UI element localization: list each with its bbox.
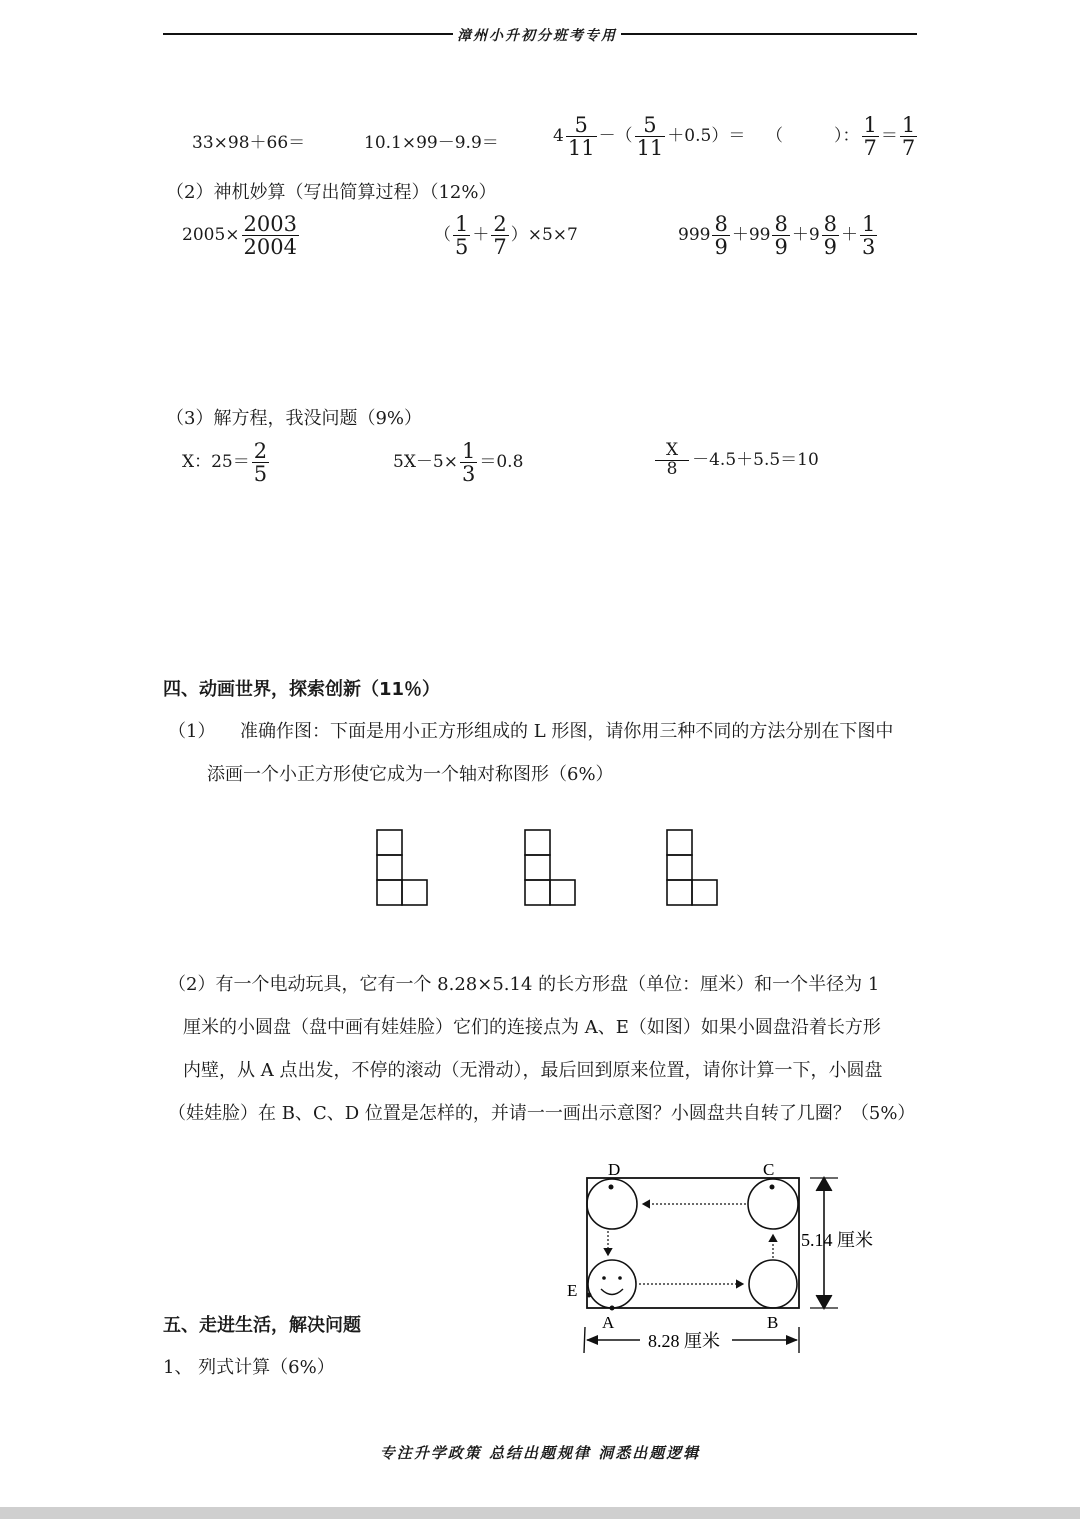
label-b: B <box>767 1313 779 1332</box>
width-arrow-right <box>786 1335 798 1345</box>
fraction: $\frac{2003}{2004}$ <box>243 212 297 260</box>
point-e-dot <box>587 1293 592 1298</box>
q2-line-2: 厘米的小圆盘（盘中画有娃娃脸）它们的连接点为 A、E（如图）如果小圆盘沿着长方形 <box>183 1017 881 1038</box>
width-label: 8.28 厘米 <box>648 1331 720 1351</box>
answer-blank: （ ）： <box>766 126 860 147</box>
equation-2: 5X－5× $\frac{1}{3}$ ＝0.8 <box>393 439 524 487</box>
fraction: $\frac{1}{7}$ <box>863 113 877 161</box>
fraction: $\frac{1}{5}$ <box>455 212 469 260</box>
height-label: 5.14 厘米 <box>801 1230 873 1250</box>
disc-c-dot <box>770 1185 775 1190</box>
fraction: $\frac{X}{8}$ <box>654 442 690 479</box>
label-e: E <box>567 1281 578 1300</box>
simplify-expr-3: 999 $\frac{8}{9}$ ＋99 $\frac{8}{9}$ ＋9 $\frac{8}{9}$ ＋ $\frac{1}{3}$ <box>678 212 876 260</box>
l-shape-1 <box>377 830 427 905</box>
part4-title: 四、动画世界，探索创新（11％） <box>163 679 441 700</box>
q1-line-1: 准确作图：下面是用小正方形组成的 L 形图，请你用三种不同的方法分别在下图中 <box>240 721 894 742</box>
l-shape-2 <box>525 830 575 905</box>
fraction: $\frac{1}{3}$ <box>461 439 476 487</box>
section3-title: （3）解方程，我没问题（9%） <box>166 408 423 429</box>
whole-number: 4 <box>553 126 564 147</box>
fraction: $\frac{5}{11}$ <box>567 113 595 161</box>
disc-d-dot <box>609 1185 614 1190</box>
label-d: D <box>608 1160 621 1179</box>
calc-expr-4: （ ）： $\frac{1}{7}$ ＝ $\frac{1}{7}$ <box>766 113 916 161</box>
fraction: $\frac{1}{3}$ <box>862 212 876 260</box>
width-tick-left <box>584 1327 585 1353</box>
q1-number: （1） <box>168 721 216 742</box>
disc-b <box>749 1260 797 1308</box>
height-arrow-down <box>816 1295 832 1309</box>
fraction: $\frac{5}{11}$ <box>636 113 664 161</box>
footer-slogan: 专注升学政策 总结出题规律 洞悉出题逻辑 <box>379 1444 701 1462</box>
page-bottom-bar <box>0 1507 1080 1519</box>
calc-expr-2: 10.1×99－9.9＝ <box>364 133 499 153</box>
height-arrow-up <box>816 1177 832 1191</box>
q2-line-4: （娃娃脸）在 B、C、D 位置是怎样的，并请一一画出示意图？小圆盘共自转了几圈？（5%） <box>168 1103 916 1124</box>
fraction: $\frac{8}{9}$ <box>823 212 838 260</box>
q2-line-1: （2）有一个电动玩具，它有一个 8.28×5.14 的长方形盘（单位：厘米）和一个半径为 1 <box>168 974 880 995</box>
section2-title: （2）神机妙算（写出简算过程）（12%） <box>166 182 497 203</box>
point-a-dot <box>610 1306 615 1311</box>
q1-line-2: 添画一个小正方形使它成为一个轴对称图形（6%） <box>207 764 614 785</box>
q2-line-3: 内壁，从 A 点出发，不停的滚动（无滑动），最后回到原来位置，请你计算一下，小圆盘 <box>183 1060 883 1081</box>
part5-q1: 1、 列式计算（6%） <box>163 1357 335 1378</box>
smiley-mouth <box>601 1289 623 1295</box>
simplify-expr-2: （ $\frac{1}{5}$ ＋ $\frac{2}{7}$ ）×5×7 <box>434 212 578 260</box>
simplify-expr-1: 2005× $\frac{2003}{2004}$ <box>182 212 297 260</box>
smiley-eye-left <box>602 1276 606 1280</box>
fraction: $\frac{8}{9}$ <box>714 212 728 260</box>
width-arrow-left <box>586 1335 598 1345</box>
disc-a-smiley <box>588 1260 636 1308</box>
l-shapes-figure <box>370 825 730 910</box>
header-title: 漳州小升初分班考专用 <box>453 25 621 45</box>
rectangle-tray <box>587 1178 799 1308</box>
smiley-eye-right <box>618 1276 622 1280</box>
equation-3: $\frac{X}{8}$ －4.5＋5.5＝10 <box>652 442 819 479</box>
fraction: $\frac{8}{9}$ <box>774 212 788 260</box>
l-shape-3 <box>667 830 717 905</box>
fraction: $\frac{2}{5}$ <box>253 439 268 487</box>
fraction: $\frac{2}{7}$ <box>493 212 507 260</box>
toy-diagram <box>560 1155 890 1360</box>
calc-expr-1: 33×98＋66＝ <box>192 133 306 153</box>
calc-expr-3: 4 $\frac{5}{11}$ －（ $\frac{5}{11}$ ＋0.5）＝ <box>553 113 746 161</box>
part5-title: 五、走进生活，解决问题 <box>163 1315 361 1336</box>
label-c: C <box>763 1160 775 1179</box>
label-a: A <box>602 1313 615 1332</box>
fraction: $\frac{1}{7}$ <box>901 113 916 161</box>
equation-1: X：25＝ $\frac{2}{5}$ <box>182 439 268 487</box>
